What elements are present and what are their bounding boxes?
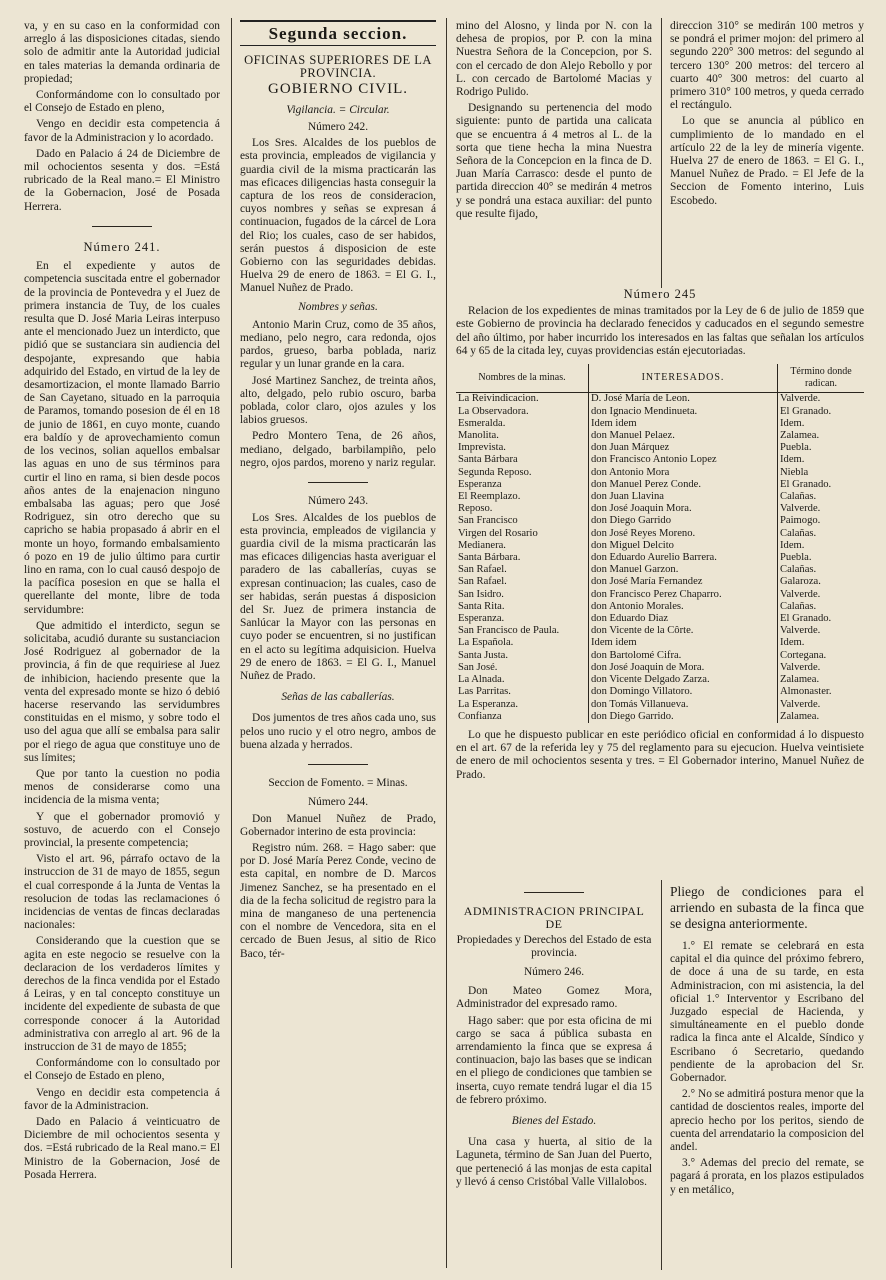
interested-cell: don Domingo Villatoro. bbox=[589, 686, 778, 698]
term-cell: Niebla bbox=[778, 467, 865, 479]
paragraph: Dos jumentos de tres años cada uno, sus pelos uno rucio y el otro negro, ambos de buena alzada y herrados. bbox=[240, 712, 436, 751]
term-cell: Idem. bbox=[778, 540, 865, 552]
table-row bbox=[456, 454, 864, 466]
term-cell: Calañas. bbox=[778, 601, 865, 613]
paragraph: Dado en Palacio á veinticuatro de Diciembre de mil ochocientos sesenta y dos. =Está rubricado de la Real mano.= El Ministro de la Gobernacion, José de Posada Herrera. bbox=[24, 1116, 220, 1181]
paragraph: José Martinez Sanchez, de treinta años, alto, delgado, pelo rubio oscuro, barba poblada, color claro, ojos azules y los labios gruesos. bbox=[240, 374, 436, 427]
mine-name-cell: Las Parritas. bbox=[458, 686, 511, 698]
subheading: Señas de las caballerías. bbox=[281, 691, 395, 704]
table-row bbox=[456, 711, 864, 723]
interested-cell: don Vicente Delgado Zarza. bbox=[589, 674, 778, 686]
column-header-term: Término donde radican. bbox=[778, 364, 865, 393]
mine-name-cell: Segunda Reposo. bbox=[458, 466, 532, 478]
administration-heading: ADMINISTRACION PRINCIPAL DE bbox=[463, 904, 645, 932]
paragraph: Designando su pertenencia del modo siguiente: punto de partida una calicata que se encuentra á 4 metros al L. de la sorta que tiene hecha la mina Nuestra Señora de la Concepcion en la finca de D. Juan María Carrasco: desde el punto de partida direccion 40° se medirán 4 metros y se pondrá una estaca auxiliar: del punto que resulte fijado, bbox=[456, 102, 652, 220]
term-cell: Idem. bbox=[778, 637, 865, 649]
mine-name-cell: La Alnada. bbox=[458, 674, 505, 686]
paragraph: Y que el gobernador promovió y sostuvo, de acuerdo con el Consejo provincial, la presente competencia; bbox=[24, 810, 220, 849]
government-heading: GOBIERNO CIVIL. bbox=[268, 80, 408, 97]
paragraph: Lo que se anuncia al público en cumplimiento de lo mandado en el artículo 22 de la ley de minería vigente. Huelva 27 de enero de 1863. = El G. I., Manuel Nuñez de Prado. = El Jefe de la Seccion de Fomento interino, Luis Escobedo. bbox=[670, 115, 864, 207]
table-row bbox=[456, 479, 864, 491]
interested-cell: don Eduardo Aurelio Barrera. bbox=[589, 552, 778, 564]
paragraph: Considerando que la cuestion que se agita en este negocio se resuelve con la declaracion de los verdaderos límites y derechos de la finca vendida por el Estado á Leiras, y en tal concepto constituye un incidente del expediente de subasta de que corresponde conocer á la Autoridad administrativa con arreglo al art. 96 de la instruccion de 31 de mayo de 1855; bbox=[24, 935, 220, 1054]
term-cell: Valverde. bbox=[778, 625, 865, 637]
term-cell: Idem. bbox=[778, 418, 865, 430]
separator bbox=[24, 220, 220, 233]
term-cell: Zalamea. bbox=[778, 674, 865, 686]
table-row bbox=[456, 503, 864, 515]
term-cell: Valverde. bbox=[778, 662, 865, 674]
table-row bbox=[456, 589, 864, 601]
interested-cell: don Ignacio Mendinueta. bbox=[589, 406, 778, 418]
interested-cell: Idem idem bbox=[589, 637, 778, 649]
table-row bbox=[456, 528, 864, 540]
mines-table-body bbox=[456, 393, 864, 723]
mine-name-cell: San Rafael. bbox=[458, 576, 507, 588]
column-rule bbox=[446, 18, 447, 1268]
mine-name-cell: San Isidro. bbox=[458, 588, 504, 600]
interested-cell: don Juan Márquez bbox=[589, 442, 778, 454]
mine-name-cell: San José. bbox=[458, 661, 498, 673]
mine-name-cell: Santa Bárbara bbox=[458, 454, 518, 466]
number-heading: Número 245 bbox=[623, 287, 697, 301]
mine-name-cell: Santa Bárbara. bbox=[458, 552, 521, 564]
paragraph: En el expediente y autos de competencia suscitada entre el gobernador de la provincia de Pontevedra y el Juez de primera instancia de Tuy, de los cuales resulta que D. José Maria Leiras interpuso ante el mencionado Juez un interdicto, que pidió que se sustanciara sin audiencia del despojante, expresando que habia adquirido del Estado, en virtud de la ley de desamortizacion, el monte llamado Barrio de San Cayetano, situado en la parroquia de Paramos, tomando posesion de él en 18 de junio de 1861, en cuyo monte, cuando era baldío y de aprovechamiento comun de los vecinos, solian aquellos embalsar las aguas en uno de sus términos para curtir el lino en rama, si bien desde pocos años antes de la enajenacion ninguno embalsaba las aguas; pero que José Rodriguez, sin otro derecho que su capricho se habia propasado á abrir en el monte un hoyo, formando embalsamiento ó pozo en 19 de julio último para curtir lino en rama, con lo cual causó despojo de la pacífica posesion en que se halla el querellante del monte, libre de toda servidumbre: bbox=[24, 260, 220, 616]
offices-heading: OFICINAS SUPERIORES DE LA PROVINCIA. bbox=[244, 53, 432, 81]
interested-cell: don Antonio Mora bbox=[589, 467, 778, 479]
term-cell: El Granado. bbox=[778, 406, 865, 418]
mine-name-cell: Esperanza. bbox=[458, 613, 505, 625]
interested-cell: don Manuel Garzon. bbox=[589, 564, 778, 576]
interested-cell: don Juan Llavina bbox=[589, 491, 778, 503]
column-4-top bbox=[670, 20, 864, 285]
paragraph: Los Sres. Alcaldes de los pueblos de esta provincia, empleados de vigilancia y guardia civil de la misma practicarán las mas eficaces diligencias hasta averiguar el paradero de las caballerías, cuyas se expresan continuacion; las cuales, caso de ser habidas, serán puestas á disposicion del Sr. Juez de primera instancia de Sanlúcar la Mayor con las personas en cuyo poder se encuentren, si no justifican en el acto su legítima adquisicion. Huelva 29 de enero de 1863. = El G. I., Manuel Nuñez de Prado. bbox=[240, 511, 436, 682]
term-cell: Calañas. bbox=[778, 528, 865, 540]
column-header-names: Nombres de la minas. bbox=[456, 364, 589, 393]
paragraph: Los Sres. Alcaldes de los pueblos de esta provincia, empleados de vigilancia y guardia civil de la misma practicarán las mas eficaces diligencias hasta conseguir la captura de los reos de consideracion, cuyos nombres y señas se expresan á continuacion, fugados de la cárcel de Lora del Rio; los cuales, caso de ser habidos, serán puestos á disposicion de este Gobierno con las seguridades debidas. Huelva 29 de enero de 1863. = El G. I., Manuel Nuñez de Prado. bbox=[240, 137, 436, 295]
mine-name-cell: Santa Justa. bbox=[458, 649, 509, 661]
paragraph: Antonio Marin Cruz, como de 35 años, mediano, pelo negro, cara redonda, ojos pardos, grueso, barba poblada, nariz regular y un lunar grande en la cara. bbox=[240, 318, 436, 371]
mine-name-cell: Esmeralda. bbox=[458, 417, 506, 429]
section-title: Segunda seccion. bbox=[268, 24, 408, 43]
table-row bbox=[456, 637, 864, 649]
term-cell: El Granado. bbox=[778, 613, 865, 625]
interested-cell: don José Joaquin Mora. bbox=[589, 503, 778, 515]
paragraph: Registro núm. 268. = Hago saber: que por D. José María Perez Conde, vecino de esta capital, en nombre de D. Marcos Jimenez Sanchez, se ha presentado en el dia de la fecha solicitud de registro para la mina de manganeso de una pertenencia con el nombre de Vencedora, sita en el cercado de Buen Jesus, al sitio de Rico Baco, tér- bbox=[240, 841, 436, 960]
interested-cell: don Francisco Antonio Lopez bbox=[589, 454, 778, 466]
mine-name-cell: Medianera. bbox=[458, 539, 506, 551]
interested-cell: don Diego Garrido. bbox=[589, 711, 778, 723]
mines-list bbox=[456, 288, 864, 785]
column-header-interested: INTERESADOS. bbox=[589, 364, 778, 393]
number-heading: Número 244. bbox=[307, 796, 369, 809]
paragraph: Hago saber: que por esta oficina de mi cargo se saca á pública subasta en arrendamiento la finca que se expresa á continuacion, bajo las bases que se indican en el pliego de condiciones que tambien se inserta, cuyo remate tendrá lugar el dia 15 de febrero próximo. bbox=[456, 1014, 652, 1106]
interested-cell: don José María Fernandez bbox=[589, 576, 778, 588]
column-1 bbox=[24, 20, 220, 1185]
interested-cell: don Antonio Morales. bbox=[589, 601, 778, 613]
column-3-top bbox=[456, 20, 652, 285]
term-cell: Cortegana. bbox=[778, 650, 865, 662]
term-cell: Almonaster. bbox=[778, 686, 865, 698]
conditions-heading: Pliego de condiciones para el arriendo en subasta de la finca que se designa anteriormente. bbox=[670, 884, 864, 931]
column-5 bbox=[456, 880, 652, 1192]
number-heading: Número 243. bbox=[307, 495, 369, 508]
table-row bbox=[456, 564, 864, 576]
interested-cell: don José Reyes Moreno. bbox=[589, 528, 778, 540]
term-cell: Calañas. bbox=[778, 491, 865, 503]
number-heading: Número 246. bbox=[523, 966, 585, 979]
table-row bbox=[456, 613, 864, 625]
paragraph: direccion 310° se medirán 100 metros y se pondrá el primer mojon: del primero al segundo 220° 300 metros: del segundo al tercero 130° 200 metros: del tercero al cuarto 40° 300 metros: del cuarto al primero 310° 100 metros, y queda cerrado el rectángulo. bbox=[670, 20, 864, 112]
paragraph: Conformándome con lo consultado por el Consejo de Estado en pleno, bbox=[24, 1057, 220, 1083]
paragraph: Visto el art. 96, párrafo octavo de la instruccion de 31 de mayo de 1855, segun el cual corresponde á la Junta de Ventas la resolucion de todas las reclamaciones ó incidencias de ventas de fincas declaradas nacionales: bbox=[24, 853, 220, 932]
subheading: Nombres y señas. bbox=[298, 300, 378, 313]
paragraph: Que por tanto la cuestion no podia menos de considerarse como una incidencia de la misma venta; bbox=[24, 767, 220, 807]
mines-outro: Lo que he dispuesto publicar en este periódico oficial en conformidad á lo dispuesto en el art. 67 de la referida ley y 75 del reglamento para su ejecucion. Huelva veintisiete de enero de mil ochocientos sesenta y tres. = El Gobernador interino, Manuel Nuñez de Prado. bbox=[456, 728, 864, 781]
table-row bbox=[456, 406, 864, 418]
mines-intro: Relacion de los expedientes de minas tramitados por la Ley de 6 de julio de 1859 que este Gobierno de provincia ha declarado fenecidos y caducados en el segundo semestre del año último, por haber incurrido los interesados en las faltas que señalan los artículos 64 y 65 de la citada ley, cuyas providencias están ejecutoriadas. bbox=[456, 305, 864, 357]
term-cell: El Granado. bbox=[778, 479, 865, 491]
term-cell: Puebla. bbox=[778, 552, 865, 564]
paragraph: 2.° No se admitirá postura menor que la cantidad de doscientos reales, importe del aprecio hecho por los peritos, siendo de cuenta del arrendatario la composicion del andel. bbox=[670, 1088, 864, 1154]
separator bbox=[240, 476, 436, 489]
term-cell: Valverde. bbox=[778, 589, 865, 601]
mine-name-cell: La Esperanza. bbox=[458, 698, 518, 710]
table-row bbox=[456, 418, 864, 430]
section-header-box bbox=[240, 20, 436, 46]
table-row bbox=[456, 601, 864, 613]
interested-cell: D. José María de Leon. bbox=[589, 393, 778, 406]
term-cell: Galaroza. bbox=[778, 576, 865, 588]
column-6 bbox=[670, 880, 864, 1200]
table-row bbox=[456, 662, 864, 674]
separator bbox=[240, 758, 436, 771]
paragraph: Conformándome con lo consultado por el Consejo de Estado en pleno, bbox=[24, 89, 220, 115]
mine-name-cell: Virgen del Rosario bbox=[458, 527, 538, 539]
vigilance-heading: Vigilancia. = Circular. bbox=[286, 103, 390, 116]
interested-cell: don Manuel Perez Conde. bbox=[589, 479, 778, 491]
table-row bbox=[456, 699, 864, 711]
mine-name-cell: Esperanza bbox=[458, 478, 502, 490]
mine-name-cell: Confianza bbox=[458, 710, 502, 722]
table-row bbox=[456, 540, 864, 552]
table-row bbox=[456, 650, 864, 662]
interested-cell: don José Joaquin de Mora. bbox=[589, 662, 778, 674]
table-row bbox=[456, 686, 864, 698]
paragraph: Don Manuel Nuñez de Prado, Gobernador interino de esta provincia: bbox=[240, 812, 436, 838]
number-heading: Número 241. bbox=[83, 240, 161, 255]
table-row bbox=[456, 430, 864, 442]
table-row bbox=[456, 552, 864, 564]
mine-name-cell: Imprevista. bbox=[458, 442, 506, 454]
interested-cell: don Tomás Villanueva. bbox=[589, 699, 778, 711]
interested-cell: don Bartolomé Cifra. bbox=[589, 650, 778, 662]
term-cell: Idem. bbox=[778, 454, 865, 466]
term-cell: Valverde. bbox=[778, 393, 865, 406]
mine-name-cell: San Rafael. bbox=[458, 564, 507, 576]
interested-cell: don Manuel Pelaez. bbox=[589, 430, 778, 442]
mines-table bbox=[456, 364, 864, 723]
table-row bbox=[456, 674, 864, 686]
table-row bbox=[456, 442, 864, 454]
fomento-heading: Seccion de Fomento. = Minas. bbox=[268, 777, 408, 790]
administration-subheading: Propiedades y Derechos del Estado de esta provincia. bbox=[456, 933, 652, 959]
paragraph: Que admitido el interdicto, segun se solicitaba, acudió durante su sustanciacion José Rodriguez al gobernador de la provincia, á fin de que requiriese al Juez de inhibicion, haciendo presente que la venta del expresado monte se hizo ó debió hacerse reservando las servidumbres constituidas en el mismo, y sobre todo el uso del agua que allí se embalsa para salir por el riego de agua que constituye uno de sus límites; bbox=[24, 619, 220, 764]
interested-cell: Idem idem bbox=[589, 418, 778, 430]
term-cell: Valverde. bbox=[778, 699, 865, 711]
paragraph: Pedro Montero Tena, de 26 años, mediano, delgado, barbilampiño, pelo negro, ojos pardos, moreno y nariz regular. bbox=[240, 430, 436, 469]
paragraph: 3.° Ademas del precio del remate, se pagará á prorata, en los plazos estipulados y en metálico, bbox=[670, 1157, 864, 1196]
paragraph: Vengo en decidir esta competencia á favor de la Administracion y lo acordado. bbox=[24, 118, 220, 144]
paragraph: Dado en Palacio á 24 de Diciembre de mil ochocientos sesenta y dos. =Está rubricado de la Real mano.= El Ministro de la Gobernacion, José de Posada Herrera. bbox=[24, 147, 220, 213]
separator bbox=[456, 886, 652, 899]
paragraph: Vengo en decidir esta competencia á favor de la Administracion. bbox=[24, 1086, 220, 1112]
paragraph: mino del Alosno, y linda por N. con la dehesa de propios, por P. con la mina Nuestra Señora de la Concepcion, por S. con el cercado de don Alejo Rebollo y por L. con cercado de Bartolomé Macias y Rodrigo Pulido. bbox=[456, 20, 652, 99]
number-heading: Número 242. bbox=[307, 121, 369, 134]
term-cell: Zalamea. bbox=[778, 711, 865, 723]
interested-cell: don Francisco Perez Chaparro. bbox=[589, 589, 778, 601]
mine-name-cell: La Reivindicacion. bbox=[458, 393, 539, 405]
mine-name-cell: La Española. bbox=[458, 637, 514, 649]
column-rule bbox=[661, 18, 662, 288]
term-cell: Puebla. bbox=[778, 442, 865, 454]
subheading: Bienes del Estado. bbox=[511, 1115, 597, 1128]
table-row bbox=[456, 491, 864, 503]
mine-name-cell: Reposo. bbox=[458, 503, 493, 515]
term-cell: Valverde. bbox=[778, 503, 865, 515]
term-cell: Paimogo. bbox=[778, 515, 865, 527]
interested-cell: don Vicente de la Côrte. bbox=[589, 625, 778, 637]
mine-name-cell: Manolita. bbox=[458, 430, 499, 442]
term-cell: Zalamea. bbox=[778, 430, 865, 442]
mine-name-cell: San Francisco bbox=[458, 515, 518, 527]
table-row bbox=[456, 576, 864, 588]
paragraph: Una casa y huerta, al sitio de la Laguneta, término de San Juan del Puerto, que perteneció á las monjas de esta capital y llevó á censo Cristóbal Valle Villalobos. bbox=[456, 1136, 652, 1188]
term-cell: Calañas. bbox=[778, 564, 865, 576]
paragraph: Don Mateo Gomez Mora, Administrador del expresado ramo. bbox=[456, 985, 652, 1011]
mine-name-cell: La Observadora. bbox=[458, 405, 529, 417]
interested-cell: don Miguel Delcito bbox=[589, 540, 778, 552]
table-row bbox=[456, 625, 864, 637]
column-rule bbox=[661, 880, 662, 1270]
column-rule bbox=[231, 18, 232, 1268]
table-row bbox=[456, 393, 864, 406]
paragraph: va, y en su caso en la conformidad con arreglo á las disposiciones citadas, siendo solo de admitir ante la Autoridad judicial en tales materias la demanda ordinaria de propiedad; bbox=[24, 20, 220, 85]
mine-name-cell: El Reemplazo. bbox=[458, 491, 521, 503]
interested-cell: don Diego Garrido bbox=[589, 515, 778, 527]
mine-name-cell: Santa Rita. bbox=[458, 600, 505, 612]
column-2 bbox=[240, 20, 436, 964]
mine-name-cell: San Francisco de Paula. bbox=[458, 625, 560, 637]
paragraph: 1.° El remate se celebrará en esta capital el dia quince del próximo febrero, de doce á una de su tarde, en esta Administracion, con mi asistencia, la del oficial 1.° Interventor y Escribano del Juzgado especial de Hacienda, y simultáneamente en el pueblo donde radica la finca ante el Alcalde, Síndico y Escribano ó Secretario, quedando pendiente de la aprobacion del Sr. Gobernador. bbox=[670, 940, 864, 1085]
interested-cell: don Eduardo Diaz bbox=[589, 613, 778, 625]
table-row bbox=[456, 467, 864, 479]
table-row bbox=[456, 515, 864, 527]
